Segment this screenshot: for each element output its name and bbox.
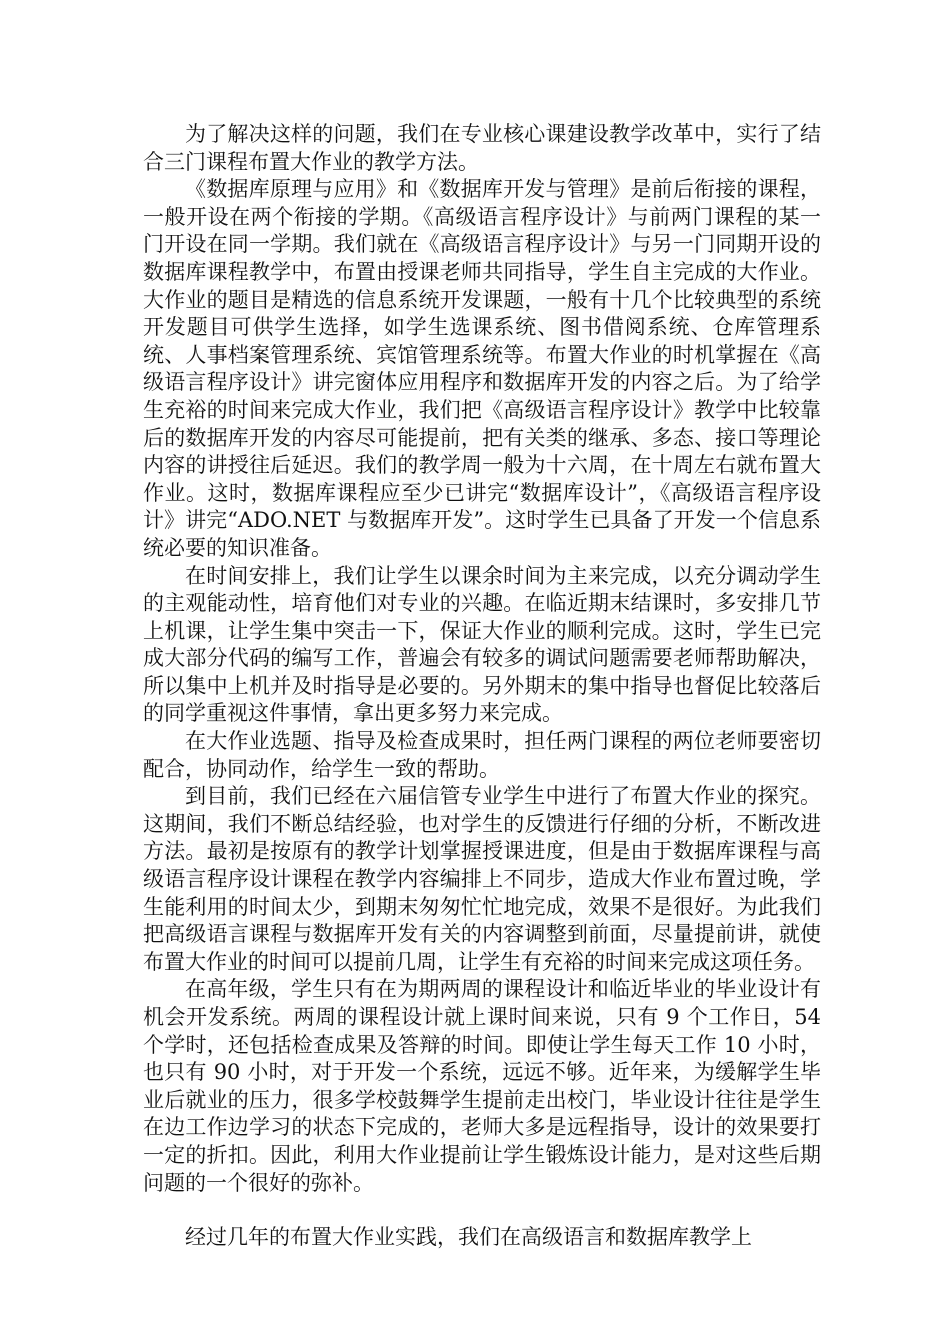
document-body: [143, 121, 821, 1252]
body-paragraph: 在大作业选题、指导及检查成果时，担任两门课程的两位老师要密切配合，协同动作，给学生一致的帮助。: [143, 729, 821, 781]
body-paragraph: 经过几年的布置大作业实践，我们在高级语言和数据库教学上: [185, 1225, 752, 1250]
body-paragraph: 《数据库原理与应用》和《数据库开发与管理》是前后衔接的课程，一般开设在两个衔接的学期。《高级语言程序设计》与前两门课程的某一门开设在同一学期。我们就在《高级语言程序设计》与另一门同期开设的数据库课程教学中，布置由授课老师共同指导，学生自主完成的大作业。大作业的题目是精选的信息系统开发课题，一般有十几个比较典型的系统开发题目可供学生选择，如学生选课系统、图书借阅系统、仓库管理系统、人事档案管理系统、宾馆管理系统等。布置大作业的时机掌握在《高级语言程序设计》讲完窗体应用程序和数据库开发的内容之后。为了给学生充裕的时间来完成大作业，我们把《高级语言程序设计》教学中比较靠后的数据库开发的内容尽可能提前，把有关类的继承、多态、接口等理论内容的讲授往后延迟。我们的教学周一般为十六周，在十周左右就布置大作业。这时，数据库课程应至少已讲完“数据库设计”，《高级语言程序设计》讲完“ADO.NET 与数据库开发”。这时学生已具备了开发一个信息系统必要的知识准备。: [143, 177, 821, 560]
body-paragraph: 在高年级，学生只有在为期两周的课程设计和临近毕业的毕业设计有机会开发系统。两周的课程设计就上课时间来说，只有 9 个工作日，54 个学时，还包括检查成果及答辩的时间。即使让学生每天工作 10 小时，也只有 90 小时，对于开发一个系统，远远不够。近年来，为缓解学生毕业后就业的压力，很多学校鼓舞学生提前走出校门，毕业设计往往是学生在边工作边学习的状态下完成的，老师大多是远程指导，设计的效果要打一定的折扣。因此，利用大作业提前让学生锻炼设计能力，是对这些后期问题的一个很好的弥补。: [143, 977, 821, 1195]
body-paragraph: 到目前，我们已经在六届信管专业学生中进行了布置大作业的探究。这期间，我们不断总结经验，也对学生的反馈进行仔细的分析，不断改进方法。最初是按原有的教学计划掌握授课进度，但是由于数据库课程与高级语言程序设计课程在教学内容编排上不同步，造成大作业布置过晚，学生能利用的时间太少，到期末匆匆忙忙地完成，效果不是很好。为此我们把高级语言课程与数据库开发有关的内容调整到前面，尽量提前讲，就使布置大作业的时间可以提前几周，让学生有充裕的时间来完成这项任务。: [143, 784, 821, 974]
body-paragraph: 在时间安排上，我们让学生以课余时间为主来完成，以充分调动学生的主观能动性，培育他们对专业的兴趣。在临近期末结课时，多安排几节上机课，让学生集中突击一下，保证大作业的顺利完成。这时，学生已完成大部分代码的编写工作，普遍会有较多的调试问题需要老师帮助解决，所以集中上机并及时指导是必要的。另外期末的集中指导也督促比较落后的同学重视这件事情，拿出更多努力来完成。: [143, 563, 821, 726]
body-paragraph: 为了解决这样的问题，我们在专业核心课建设教学改革中，实行了结合三门课程布置大作业的教学方法。: [143, 122, 821, 174]
